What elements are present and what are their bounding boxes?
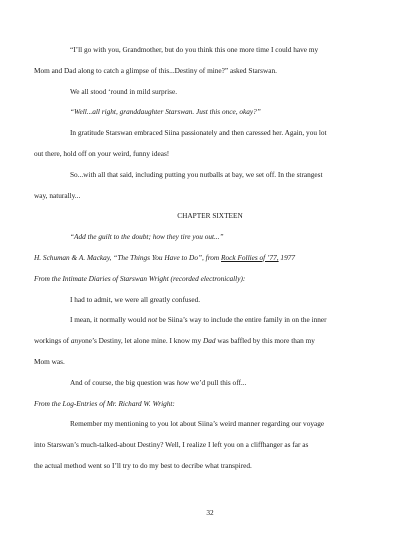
emphasis: how (176, 377, 189, 387)
emphasis: Dad (202, 336, 216, 346)
album-title: Rock Follies of ’77, (221, 253, 279, 262)
text-run: was baffled by this more than my (215, 336, 315, 346)
diary-heading: From the Intimate Diaries of Starswan Wright (recorded electronically): (34, 273, 246, 283)
paragraph-line: Remember my mentioning to you lot about Siina’s weird manner regarding our voyage (70, 419, 325, 429)
text-run: I mean, it normally would (70, 315, 148, 325)
log-heading: From the Log-Entries of Mr. Richard W. Wright: (34, 398, 175, 408)
paragraph-line (70, 378, 420, 388)
page-number: 32 (206, 508, 214, 517)
emphasis: any (70, 336, 82, 346)
paragraph-line: way, naturally... (34, 190, 81, 200)
paragraph-line: “Well...all right, granddaughter Starswan. Just this once, okay?” (70, 107, 261, 117)
citation-year: 1977 (278, 253, 296, 262)
citation-text: H. Schuman & A. Mackay, “The Things You Have to Do”, from (34, 253, 222, 262)
paragraph-line: Mom was. (34, 357, 65, 366)
paragraph-line: out there, hold off on your weird, funny ideas! (34, 149, 170, 158)
paragraph-line: into Starswan’s much-talked-about Destiny? Well, I realize I left you on a cliffhanger as far as (34, 440, 309, 450)
epigraph-citation (34, 253, 386, 263)
paragraph-line (70, 315, 420, 325)
paragraph-line: the actual method went so I’ll try to do my best to decribe what transpired. (34, 461, 252, 470)
text-run: we’d pull this off... (188, 377, 247, 387)
emphasis: not (147, 315, 158, 325)
paragraph-line: We all stood ‘round in mild surprise. (70, 86, 178, 96)
paragraph-line (34, 336, 386, 346)
paragraph-line: In gratitude Starswan embraced Siina passionately and then caressed her. Again, you lot (70, 128, 327, 138)
paragraph-line: Mom and Dad along to catch a glimpse of this...Destiny of mine?” asked Starswan. (34, 65, 277, 75)
text-run: one’s Destiny, let alone mine. I know my (81, 336, 203, 346)
text-run: be Siina’s way to include the entire family in on the inner (157, 315, 327, 325)
paragraph-line: “I’ll go with you, Grandmother, but do you think this one more time I could have my (70, 45, 319, 54)
paragraph-line: I had to admit, we were all greatly confused. (70, 294, 201, 304)
chapter-heading: CHAPTER SIXTEEN (177, 211, 243, 221)
text-run: workings of (34, 336, 71, 346)
paragraph-line: So...with all that said, including putting you nutballs at bay, we set off. In the strangest (70, 169, 323, 179)
epigraph: “Add the guilt to the doubt; how they tire you out...” (70, 232, 224, 242)
text-run: And of course, the big question was (70, 377, 177, 387)
